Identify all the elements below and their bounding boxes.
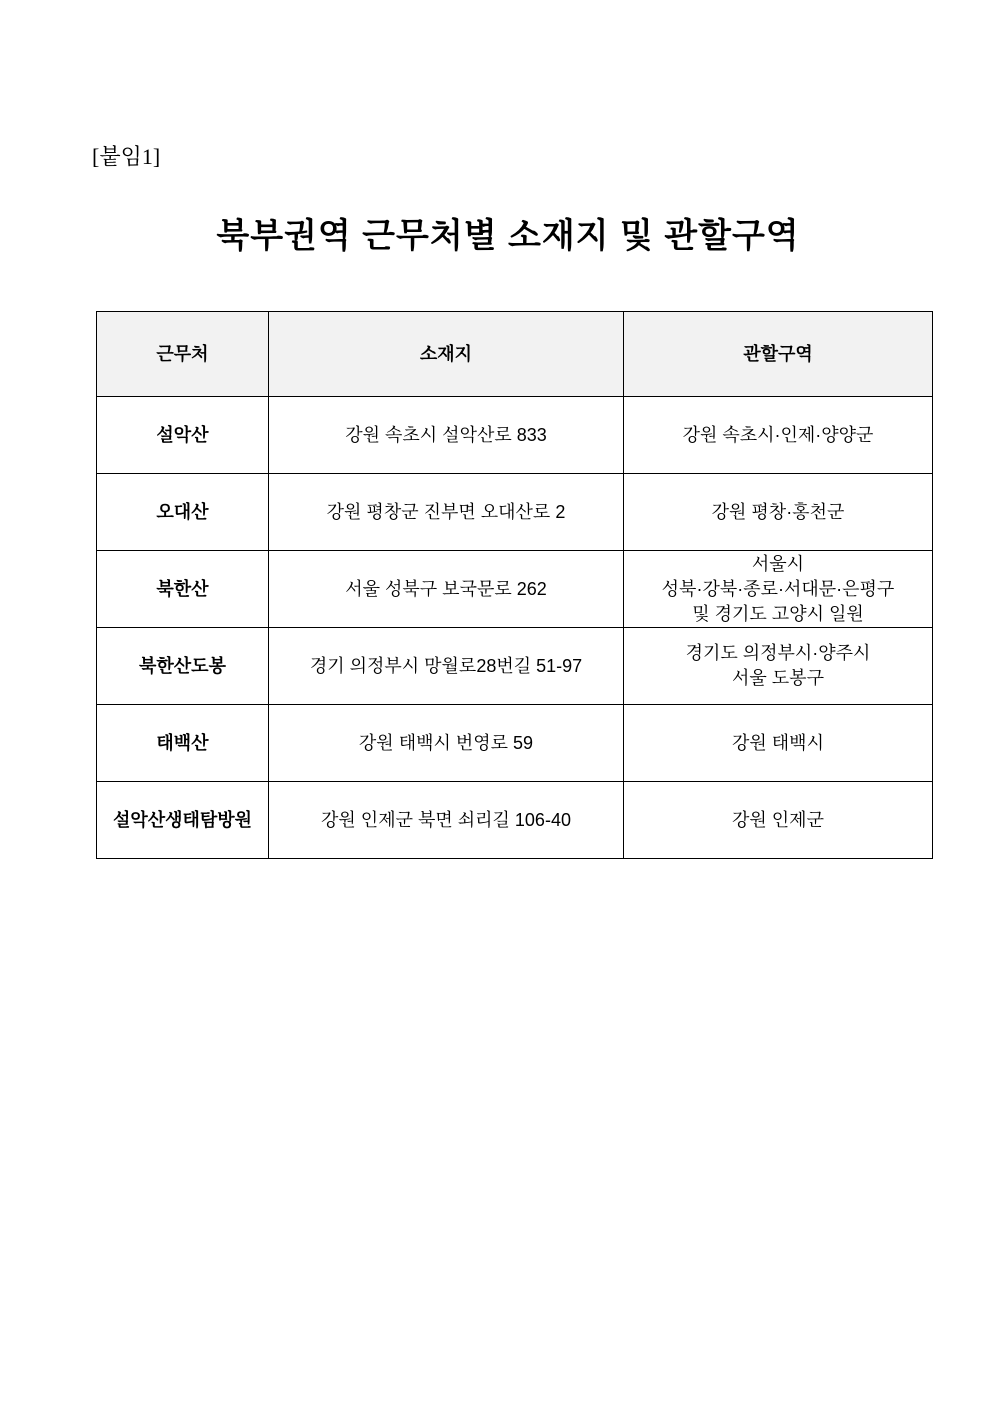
jurisdiction-line: 강원 평창·홍천군 [711,501,845,522]
jurisdiction-cell [624,551,933,628]
table-row [97,551,933,628]
office-cell: 북한산도봉 [97,628,269,705]
jurisdiction-line: 강원 속초시·인제·양양군 [682,424,874,445]
jurisdiction-line: 서울 도봉구 [732,668,824,688]
table-row [97,628,933,705]
location-cell: 서울 성북구 보국문로 262 [269,551,624,628]
jurisdiction-line: 성북·강북·종로·서대문·은평구 [661,578,895,599]
header-jurisdiction: 관할구역 [624,312,933,397]
location-cell: 경기 의정부시 망월로28번길 51-97 [269,628,624,705]
jurisdiction-line: 강원 인제군 [732,809,824,830]
office-cell: 설악산생태탐방원 [97,782,269,859]
header-office: 근무처 [97,312,269,397]
office-cell: 북한산 [97,551,269,628]
attachment-label: [붙임1] [92,144,161,169]
jurisdiction-line: 경기도 의정부시·양주시 [685,643,871,663]
jurisdiction-line: 및 경기도 고양시 일원 [692,603,864,624]
header-location: 소재지 [269,312,624,397]
table-row [97,397,933,474]
office-cell: 설악산 [97,397,269,474]
office-cell: 오대산 [97,474,269,551]
jurisdiction-cell [624,474,933,551]
office-table [96,311,933,859]
location-cell: 강원 인제군 북면 쇠리길 106-40 [269,782,624,859]
table-row [97,782,933,859]
table-header-row [97,312,933,397]
jurisdiction-cell [624,628,933,705]
jurisdiction-line: 서울시 [751,553,805,574]
document-title: 북부권역 근무처별 소재지 및 관할구역 [216,217,800,255]
jurisdiction-cell [624,705,933,782]
table-row [97,705,933,782]
jurisdiction-cell [624,397,933,474]
office-cell: 태백산 [97,705,269,782]
table-row [97,474,933,551]
location-cell: 강원 평창군 진부면 오대산로 2 [269,474,624,551]
jurisdiction-line: 강원 태백시 [732,732,824,753]
jurisdiction-cell [624,782,933,859]
location-cell: 강원 속초시 설악산로 833 [269,397,624,474]
location-cell: 강원 태백시 번영로 59 [269,705,624,782]
